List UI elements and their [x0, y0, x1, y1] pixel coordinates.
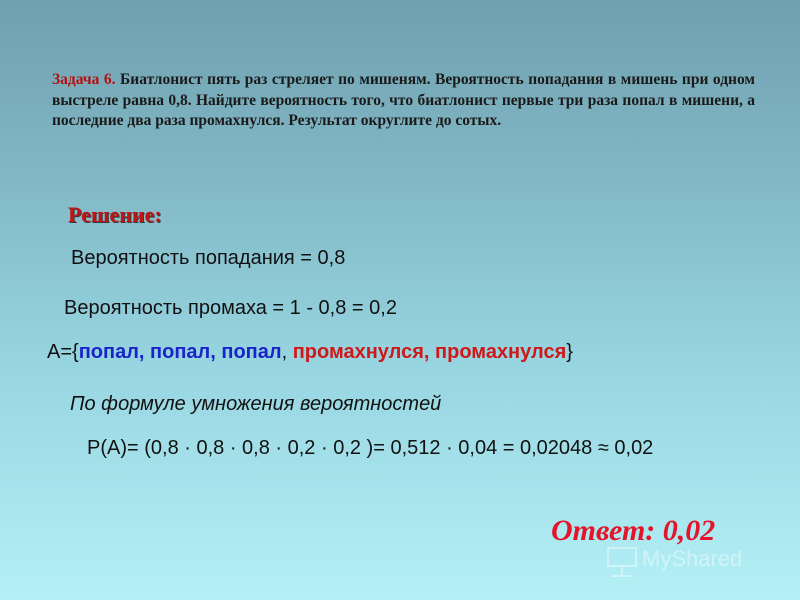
task-label: Задача 6.: [52, 71, 116, 88]
calculation-line: P(A)= (0,8 · 0,8 · 0,8 · 0,2 · 0,2 )= 0,512 · 0,04 = 0,02048 ≈ 0,02: [87, 437, 654, 459]
hit-probability-line: Вероятность попадания = 0,8: [71, 247, 346, 269]
event-prefix: A={: [47, 341, 79, 363]
miss-probability-line: Вероятность промаха = 1 - 0,8 = 0,2: [64, 297, 397, 319]
event-hit-3: попал: [221, 341, 282, 363]
watermark-text: MyShared: [642, 546, 743, 571]
event-hit-2: попал,: [150, 341, 216, 363]
watermark-logo: [598, 532, 768, 580]
event-definition: [47, 341, 573, 364]
solution-heading: Решение:: [68, 202, 162, 227]
event-miss-2: промахнулся: [435, 341, 567, 363]
answer: Ответ: 0,02: [551, 514, 716, 547]
watermark-icon: [598, 532, 768, 580]
event-suffix: }: [566, 341, 573, 363]
event-miss-1: промахнулся,: [292, 341, 430, 363]
task-statement: [52, 70, 755, 132]
event-hit-1: попал,: [78, 341, 145, 363]
event-separator: ,: [281, 341, 293, 363]
task-text: Биатлонист пять раз стреляет по мишеням. Вероятность попадания в мишень при одном выстреле равна 0,8. Найдите вероятность того, что биатлонист первые три раза попал в мишени, а последние два раза промахнулся. Результат округлите до сотых.: [52, 71, 755, 129]
formula-label: По формуле умножения вероятностей: [70, 393, 442, 415]
